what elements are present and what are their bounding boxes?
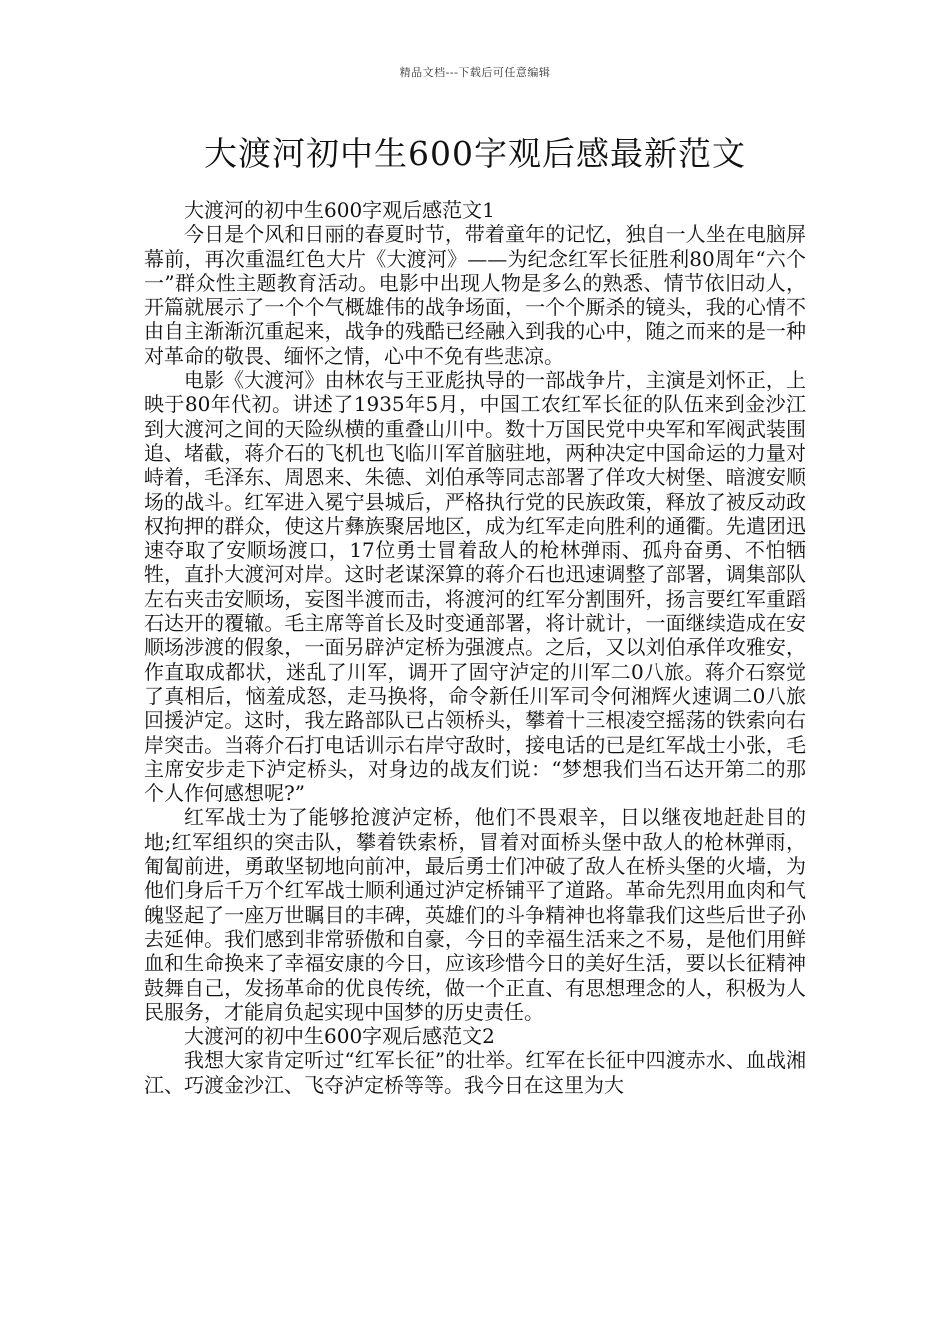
document-body xyxy=(144,198,806,1097)
paragraph: 红军战士为了能够抢渡泸定桥，他们不畏艰辛，日以继夜地赶赴目的地;红军组织的突击队，攀着铁索桥，冒着对面桥头堡中敌人的枪林弹雨，匍匐前进，勇敢坚韧地向前冲，最后勇士们冲破了敌人在桥头堡的火墙，为他们身后千万个红军战士顺利通过泸定桥铺平了道路。革命先烈用血肉和气魄竖起了一座万世瞩目的丰碑，英雄们的斗争精神也将靠我们这些后世子孙去延伸。我们感到非常骄傲和自豪，今日的幸福生活来之不易，是他们用鲜血和生命换来了幸福安康的今日，应该珍惜今日的美好生活，要以长征精神鼓舞自己，发扬革命的优良传统，做一个正直、有思想理念的人，积极为人民服务，才能肩负起实现中国梦的历史责任。 xyxy=(144,805,806,1024)
paragraph: 我想大家肯定听过“红军长征”的壮举。红军在长征中四渡赤水、血战湘江、巧渡金沙江、飞夺泸定桥等等。我今日在这里为大 xyxy=(144,1048,806,1097)
document-title: 大渡河初中生600字观后感最新范文 xyxy=(204,134,746,173)
header-note: 精品文档---下载后可任意编辑 xyxy=(399,66,551,79)
section-heading-1: 大渡河的初中生600字观后感范文1 xyxy=(184,198,495,222)
paragraph: 电影《大渡河》由林农与王亚彪执导的一部战争片，主演是刘怀正，上映于80年代初。讲述了1935年5月，中国工农红军长征的队伍来到金沙江到大渡河之间的天险纵横的重叠山川中。数十万国民党中央军和军阀武装围追、堵截，蒋介石的飞机也飞临川军首脑驻地，两种决定中国命运的力量对峙着，毛泽东、周恩来、朱德、刘伯承等同志部署了佯攻大树堡、暗渡安顺场的战斗。红军进入冕宁县城后，严格执行党的民族政策，释放了被反动政权拘押的群众，使这片彝族聚居地区，成为红军走向胜利的通衢。先遣团迅速夺取了安顺场渡口，17位勇士冒着敌人的枪林弹雨、孤舟奋勇、不怕牺牲，直扑大渡河对岸。这时老谋深算的蒋介石也迅速调整了部署，调集部队左右夹击安顺场，妄图半渡而击，将渡河的红军分割围歼，扬言要红军重蹈石达开的覆辙。毛主席等首长及时变通部署，将计就计，一面继续造成在安顺场涉渡的假象，一面另辟泸定桥为强渡点。之后，又以刘伯承佯攻雅安，作直取成都状，迷乱了川军，调开了固守泸定的川军二0八旅。蒋介石察觉了真相后，恼羞成怒，走马换将，命令新任川军司令何湘辉火速调二0八旅回援泸定。这时，我左路部队已占领桥头，攀着十三根凌空摇荡的铁索向右岸突击。当蒋介石打电话训示右岸守敌时，接电话的已是红军战士小张，毛主席安步走下泸定桥头，对身边的战友们说：“梦想我们当石达开第二的那个人作何感想呢?” xyxy=(144,368,806,806)
paragraph: 今日是个风和日丽的春夏时节，带着童年的记忆，独自一人坐在电脑屏幕前，再次重温红色大片《大渡河》——为纪念红军长征胜利80周年“六个一”群众性主题教育活动。电影中出现人物是多么的熟悉、情节依旧动人，开篇就展示了一个个气概雄伟的战争场面，一个个厮杀的镜头，我的心情不由自主渐渐沉重起来，战争的残酷已经融入到我的心中，随之而来的是一种对革命的敬畏、缅怀之情，心中不免有些悲凉。 xyxy=(144,222,806,368)
section-heading-2: 大渡河的初中生600字观后感范文2 xyxy=(184,1024,495,1049)
